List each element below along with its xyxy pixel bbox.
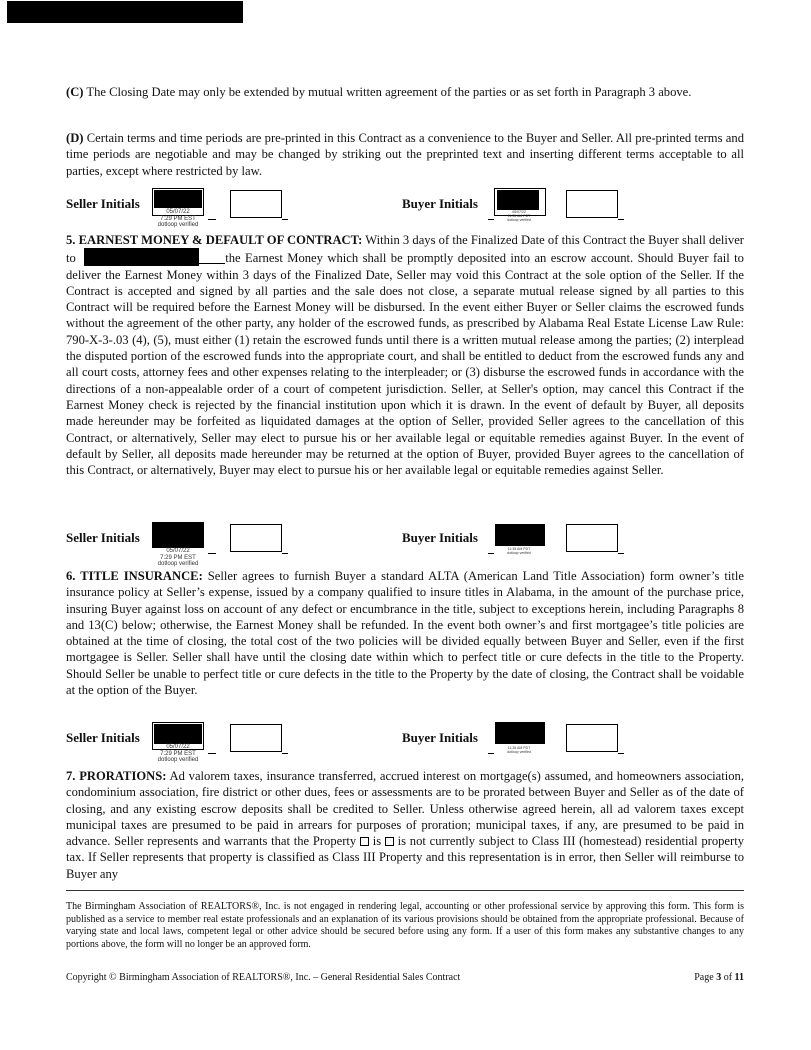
buyer-initials-label: Buyer Initials: [402, 530, 478, 545]
buyer-initials-redaction: [497, 190, 539, 210]
buyer-initials-second-field[interactable]: [566, 190, 618, 218]
footer-divider: [66, 890, 744, 891]
paragraph-d-lead: (D): [66, 131, 84, 145]
section-7-prorations: [66, 768, 744, 882]
section-5-earnest-money: [66, 232, 744, 478]
paragraph-d: [66, 130, 744, 179]
buyer-dotloop-stamp: 11:35 AM PDT dotloop verified: [507, 547, 531, 555]
seller-initials-redaction: [154, 190, 202, 208]
section-7-heading: 7. PRORATIONS:: [66, 769, 167, 783]
initials-row-1: [66, 188, 744, 228]
class-iii-is-checkbox[interactable]: [360, 837, 369, 846]
section-7-text-a: Ad valorem taxes, insurance transferred, accrued interest on mortgage(s) assumed, and homeowners association, condominium association, fire district or other dues, fees or assessments are to be prorated between Buyer and Seller as of the date of closing, and any existing escrow deposits shall be credited to Seller. Unless otherwise agreed herein, all ad valorem taxes except municipal taxes are presumed to be paid in arrears for purposes of proration; municipal taxes, if any, are presumed to be paid in advance. Seller represents and warrants that the Property: [66, 769, 745, 849]
buyer-initials-redaction: [495, 722, 545, 744]
paragraph-c: [66, 84, 744, 100]
seller-initials-label: Seller Initials: [66, 530, 140, 545]
buyer-dotloop-stamp: 11:35 AM PDT dotloop verified: [507, 746, 531, 754]
initials-row-3: [66, 722, 744, 763]
seller-initials-second-field[interactable]: [230, 524, 282, 552]
redacted-header-bar: [7, 1, 243, 23]
initials-row-2: [66, 522, 744, 567]
seller-initials-redaction: [152, 522, 204, 548]
section-5-text-a: Within 3 days of the Finalized Date of this Contract the Buyer shall deliver to: [66, 233, 744, 266]
seller-dotloop-stamp: 05/07/22 7:29 PM EST dotloop verified: [157, 548, 199, 567]
section-6-text: Seller agrees to furnish Buyer a standard ALTA (American Land Title Association) form owner’s title insurance policy at Seller’s expense, issued by a company qualified to insure titles in Alabama, in the amount of the purchase price, insuring Buyer against loss on account of any defect or encumbrance in the title, subject to exceptions herein, including Paragraphs 8 and 13(C) below; otherwise, the Earnest Money shall be refunded. In the event both owner’s and first mortgagee’s title policies are obtained at the time of closing, the total cost of the two policies will be divided equally between Buyer and Seller, even if the first mortgagee is Seller. Seller shall have until the closing date within which to perfect title or cure defects in the title to the Property. Should Seller be unable to perfect title or cure defects in the title to the Property by the date of closing, the Contract shall be voidable at the option of the Buyer.: [66, 569, 744, 698]
seller-initials-label: Seller Initials: [66, 196, 140, 211]
section-5-text-b: the Earnest Money which shall be promptly deposited into an escrow account. Should Buyer fail to deliver the Earnest Money within 3 days of the Finalized Date, Seller may void this Contract at the sole option of the Seller. If the Contract is accepted and signed by all parties and the sale does not close, a separate mutual release signed by all parties to this Contract will be required before the Earnest Money will be disbursed. In the event either Buyer or Seller claims the escrowed funds without the agreement of the other party, any holder of the escrowed funds, as prescribed by Alabama Real Estate License Law Rule: 790-X-3-.03 (4), (5), must either (1) retain the escrowed funds until there is a written mutual release among the parties; (2) interplead the disputed portion of the escrowed funds into the appropriate court, and shall be entitled to deduct from the escrowed funds any and all court costs, attorney fees and other expenses relating to the interpleader; or (3) disburse the escrowed funds in accordance with the directions of a non-appealable order of a court of competent jurisdiction. Seller, at Seller's option, may cancel this Contract if the Earnest Money check is rejected by the financial institution upon which it is drawn. In the event of default by Buyer, all deposits made hereunder may be forfeited as liquidated damages at the option of Seller, provided Seller agrees to the cancellation of this Contract, or alternatively, Seller may elect to pursue his or her available legal or equitable remedies against Buyer. In the event of default by Seller, all deposits made hereunder may be returned at the option of Buyer, provided Buyer agrees to the cancellation of this Contract, or alternatively, Buyer may elect to pursue his or her available legal or equitable remedies against Seller.: [66, 251, 744, 478]
buyer-initials-label: Buyer Initials: [402, 196, 478, 211]
earnest-money-holder-redaction: [84, 248, 199, 266]
seller-dotloop-stamp: 05/07/22 7:29 PM EST dotloop verified: [157, 209, 199, 228]
section-6-heading: 6. TITLE INSURANCE:: [66, 569, 203, 583]
seller-initials-second-field[interactable]: [230, 190, 282, 218]
paragraph-c-lead: (C): [66, 85, 84, 99]
buyer-initials-redaction: [495, 524, 545, 546]
class-iii-is-not-checkbox[interactable]: [385, 837, 394, 846]
section-7-text-b: is not currently subject to Class III (homestead) residential property tax. If Seller represents that property is classified as Class III Property and this representation is in error, then Seller will reimburse to Buyer any: [66, 834, 744, 881]
paragraph-d-text: Certain terms and time periods are pre-printed in this Contract as a convenience to the Buyer and Seller. All pre-printed terms and time periods are negotiable and may be changed by striking out the preprinted text and inserting different terms acceptable to all parties, except where restricted by law.: [66, 131, 744, 178]
section-5-heading: 5. EARNEST MONEY & DEFAULT OF CONTRACT:: [66, 233, 363, 247]
copyright-notice: Copyright © Birmingham Association of REALTORS®, Inc. – General Residential Sales Contract: [66, 972, 461, 983]
page-footer: [66, 972, 744, 983]
disclaimer: The Birmingham Association of REALTORS®, Inc. is not engaged in rendering legal, accounting or other professional service by approving this form. This form is published as a service to member real estate professionals and an explanation of its various provisions should be obtained from the appropriate professional. Because of varying state and local laws, competent legal or other advice should be secured before using any form. If a user of this form makes any substantive changes to any portions above, the form will no longer be an approved form.: [66, 901, 744, 950]
buyer-initials-second-field[interactable]: [566, 724, 618, 752]
section-6-title-insurance: [66, 568, 744, 698]
is-label: is: [368, 834, 385, 849]
seller-initials-label: Seller Initials: [66, 730, 140, 745]
earnest-money-holder-blank[interactable]: [199, 251, 225, 264]
seller-initials-redaction: [154, 724, 202, 744]
buyer-initials-second-field[interactable]: [566, 524, 618, 552]
page-number: Page 3 of 11: [694, 972, 744, 983]
seller-initials-second-field[interactable]: [230, 724, 282, 752]
paragraph-c-text: The Closing Date may only be extended by mutual written agreement of the parties or as set forth in Paragraph 3 above.: [83, 85, 692, 99]
seller-dotloop-stamp: 05/07/22 7:29 PM EST dotloop verified: [157, 744, 199, 763]
buyer-dotloop-stamp: 05/07/22 11:35 AM PDT dotloop verified: [507, 210, 531, 222]
buyer-initials-label: Buyer Initials: [402, 730, 478, 745]
